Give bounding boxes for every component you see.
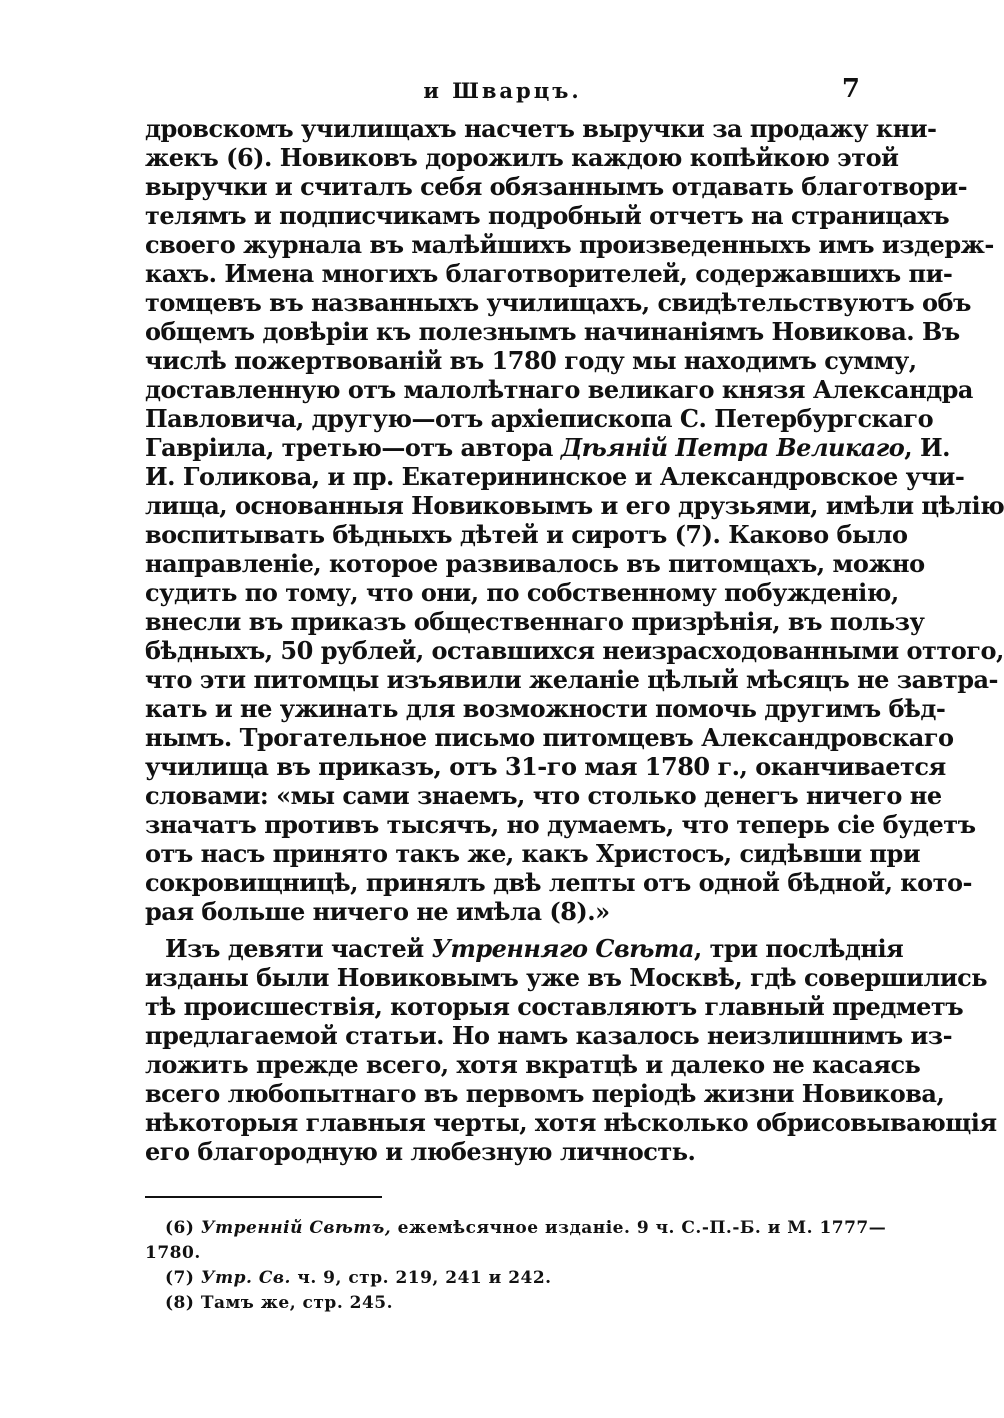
italic-book-title: Дѣяній Петра Великаго xyxy=(560,433,905,462)
italic-book-title: Утренняго Свѣта xyxy=(431,934,694,963)
footnote-text: ч. 9, стр. 219, 241 и 242. xyxy=(297,1268,552,1288)
text-line-with-title xyxy=(145,433,951,462)
text-line: кать и не ужинать для возможности помочь другимъ бѣд- xyxy=(145,694,946,723)
running-head xyxy=(145,74,860,108)
text-line: телямъ и подписчикамъ подробный отчетъ на страницахъ xyxy=(145,201,950,230)
text-run: , И. xyxy=(904,433,951,462)
footnote-italic-title: Утр. Св. xyxy=(200,1268,291,1288)
text-line: воспитывать бѣдныхъ дѣтей и сиротъ (7). Каково было xyxy=(145,520,908,549)
text-run: Гавріила, третью—отъ автора xyxy=(145,433,561,462)
text-line: его благородную и любезную личность. xyxy=(145,1137,696,1166)
footnote-7 xyxy=(145,1266,860,1291)
text-line: рая больше ничего не имѣла (8).» xyxy=(145,897,610,926)
body-text xyxy=(145,114,1004,1166)
text-line: училища въ приказъ, отъ 31-го мая 1780 г., оканчивается xyxy=(145,752,946,781)
text-line: бѣдныхъ, 50 рублей, оставшихся неизрасходованными оттого, xyxy=(145,636,1004,665)
text-line: дровскомъ училищахъ насчетъ выручки за продажу кни- xyxy=(145,114,937,143)
footnotes xyxy=(145,1216,887,1316)
footnote-rule xyxy=(145,1196,382,1198)
text-line: изданы были Новиковымъ уже въ Москвѣ, гдѣ совершились xyxy=(145,963,988,992)
text-line: всего любопытнаго въ первомъ періодѣ жизни Новикова, xyxy=(145,1079,945,1108)
page-number: 7 xyxy=(841,74,860,104)
text-line: сокровищницѣ, принялъ двѣ лепты отъ одной бѣдной, кото- xyxy=(145,868,972,897)
text-line-with-title xyxy=(145,934,904,963)
text-line: томцевъ въ названныхъ училищахъ, свидѣтельствуютъ объ xyxy=(145,288,971,317)
footnote-number: (7) xyxy=(165,1268,195,1288)
text-line: значатъ противъ тысячъ, но думаемъ, что теперь сіе будетъ xyxy=(145,810,976,839)
footnote-italic-title: Утренній Свѣтъ, xyxy=(200,1218,392,1238)
footnote-8: (8) Тамъ же, стр. 245. xyxy=(165,1293,394,1313)
text-line: общемъ довѣріи къ полезнымъ начинаніямъ Новикова. Въ xyxy=(145,317,960,346)
text-line: лища, основанныя Новиковымъ и его друзьями, имѣли цѣлію xyxy=(145,491,1004,520)
text-line: выручки и считалъ себя обязаннымъ отдавать благотвори- xyxy=(145,172,968,201)
text-line: нымъ. Трогательное письмо питомцевъ Александровскаго xyxy=(145,723,954,752)
running-head-title: и Шварцъ. xyxy=(423,78,582,103)
text-line: своего журнала въ малѣйшихъ произведенныхъ имъ издерж- xyxy=(145,230,994,259)
text-run: , три послѣднія xyxy=(693,934,904,963)
text-line: внесли въ приказъ общественнаго призрѣнія, въ пользу xyxy=(145,607,925,636)
text-line: предлагаемой статьи. Но намъ казалось неизлишнимъ из- xyxy=(145,1021,953,1050)
text-line: что эти питомцы изъявили желаніе цѣлый мѣсяцъ не завтра- xyxy=(145,665,998,694)
footnote-6 xyxy=(145,1216,887,1241)
text-line: отъ насъ принято такъ же, какъ Христосъ, сидѣвши при xyxy=(145,839,921,868)
text-line: доставленную отъ малолѣтнаго великаго князя Александра xyxy=(145,375,973,404)
text-line: тѣ происшествія, которыя составляютъ главный предметъ xyxy=(145,992,964,1021)
text-line: жекъ (6). Новиковъ дорожилъ каждою копѣйкою этой xyxy=(145,143,899,172)
footnote-6-continuation: 1780. xyxy=(145,1243,201,1263)
text-line: нѣкоторыя главныя черты, хотя нѣсколько обрисовывающія xyxy=(145,1108,997,1137)
text-line: И. Голикова, и пр. Екатерининское и Александровское учи- xyxy=(145,462,965,491)
text-line: Павловича, другую—отъ архіепископа С. Петербургскаго xyxy=(145,404,934,433)
text-line: кахъ. Имена многихъ благотворителей, содержавшихъ пи- xyxy=(145,259,953,288)
paragraph-gap xyxy=(145,926,860,934)
text-line: судить по тому, что они, по собственному побужденію, xyxy=(145,578,899,607)
text-line: ложить прежде всего, хотя вкратцѣ и далеко не касаясь xyxy=(145,1050,921,1079)
text-run: Изъ девяти частей xyxy=(165,934,432,963)
text-line: словами: «мы сами знаемъ, что столько денегъ ничего не xyxy=(145,781,942,810)
text-line: направленіе, которое развивалось въ питомцахъ, можно xyxy=(145,549,925,578)
footnote-number: (6) xyxy=(165,1218,195,1238)
footnote-text: ежемѣсячное изданіе. 9 ч. С.-П.-Б. и М. 1777— xyxy=(397,1218,887,1238)
text-line: числѣ пожертвованій въ 1780 году мы находимъ сумму, xyxy=(145,346,917,375)
